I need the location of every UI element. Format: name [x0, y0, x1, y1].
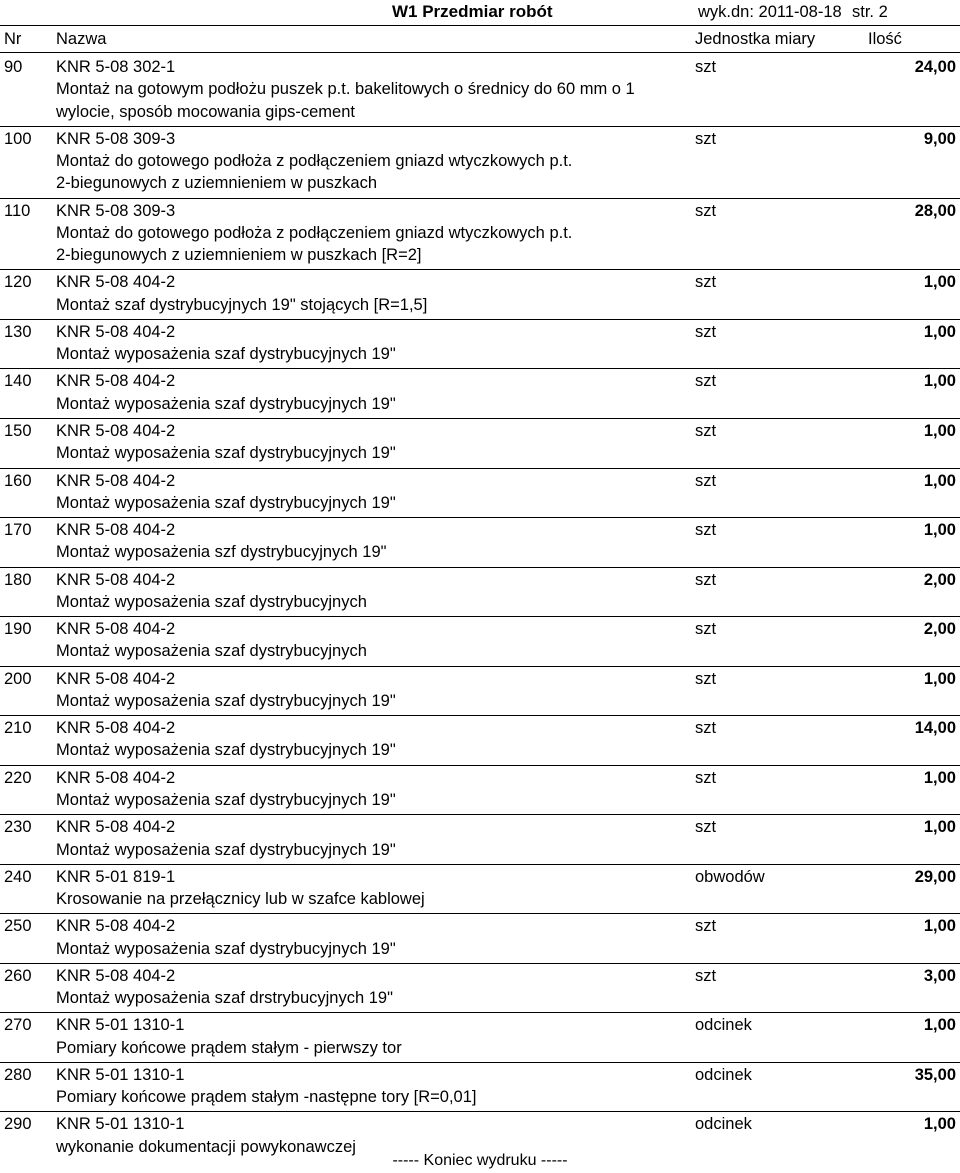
row-code: KNR 5-08 404-2 — [56, 521, 176, 540]
row-description — [56, 321, 688, 366]
row-number: 210 — [4, 719, 32, 738]
table-row — [0, 617, 960, 667]
row-quantity: 1,00 — [923, 471, 956, 490]
row-quantity: 1,00 — [923, 768, 956, 787]
table-row — [0, 518, 960, 568]
row-desc-line: Montaż do gotowego podłoża z podłączeniem gniazd wtyczkowych p.t. — [56, 152, 573, 171]
end-of-print: ----- Koniec wydruku ----- — [392, 1152, 568, 1169]
row-code: KNR 5-08 404-2 — [56, 818, 176, 837]
row-unit: odcinek — [695, 1065, 752, 1084]
row-number: 260 — [4, 966, 32, 985]
table-row — [0, 667, 960, 717]
table-row — [0, 1013, 960, 1063]
row-desc-line: wylocie, sposób mocowania gips-cement — [56, 102, 355, 121]
row-description — [56, 519, 688, 564]
row-number: 110 — [4, 201, 31, 220]
table-row — [0, 1063, 960, 1113]
row-unit: szt — [695, 818, 717, 837]
row-quantity: 1,00 — [923, 273, 956, 292]
table-row — [0, 716, 960, 766]
row-desc-line: Montaż wyposażenia szaf dystrybucyjnych 19" — [56, 840, 396, 859]
row-desc-line: Montaż wyposażenia szaf dystrybucyjnych 19" — [56, 741, 396, 760]
row-code: KNR 5-08 404-2 — [56, 669, 176, 688]
row-number: 140 — [4, 372, 32, 391]
row-unit: odcinek — [695, 1115, 752, 1134]
row-description — [56, 965, 688, 1010]
row-description — [56, 866, 688, 911]
row-desc-line: Montaż wyposażenia szaf drstrybucyjnych 19" — [56, 989, 393, 1008]
row-number: 270 — [4, 1016, 32, 1035]
row-desc-line: Montaż wyposażenia szaf dystrybucyjnych — [56, 592, 367, 611]
table-row — [0, 270, 960, 320]
table-row — [0, 55, 960, 127]
row-unit: odcinek — [695, 1016, 752, 1035]
row-number: 120 — [4, 273, 32, 292]
row-code: KNR 5-08 302-1 — [56, 58, 176, 76]
row-desc-line: Krosowanie na przełącznicy lub w szafce kablowej — [56, 890, 425, 909]
row-quantity: 14,00 — [914, 719, 956, 738]
row-desc-line: Montaż wyposażenia szaf dystrybucyjnych 19" — [56, 790, 396, 809]
row-quantity: 1,00 — [923, 1115, 956, 1134]
row-code: KNR 5-01 819-1 — [56, 867, 176, 886]
row-quantity: 2,00 — [923, 620, 956, 639]
table-row — [0, 766, 960, 816]
column-header-nr: Nr — [4, 30, 22, 48]
row-desc-line: Montaż wyposażenia szaf dystrybucyjnych 19" — [56, 345, 396, 364]
row-number: 180 — [4, 570, 32, 589]
row-number: 100 — [4, 129, 32, 148]
row-unit: szt — [695, 421, 717, 440]
row-description — [56, 1014, 688, 1059]
row-number: 150 — [4, 421, 32, 440]
row-number: 160 — [4, 471, 32, 490]
row-desc-line: Pomiary końcowe prądem stałym - pierwszy tor — [56, 1038, 402, 1057]
table-row — [0, 369, 960, 419]
row-quantity: 1,00 — [923, 818, 956, 837]
row-unit: szt — [695, 201, 717, 220]
row-unit: szt — [695, 521, 717, 540]
row-unit: szt — [695, 58, 717, 76]
row-desc-line: Montaż szaf dystrybucyjnych 19" stojących [R=1,5] — [56, 295, 428, 314]
row-code: KNR 5-08 404-2 — [56, 471, 176, 490]
page-header — [0, 0, 960, 26]
page-number: str. 2 — [852, 3, 888, 21]
row-unit: szt — [695, 372, 717, 391]
row-quantity: 35,00 — [914, 1065, 956, 1084]
row-desc-line: Montaż wyposażenia szf dystrybucyjnych 19" — [56, 543, 387, 562]
row-quantity: 1,00 — [923, 521, 956, 540]
table-row — [0, 469, 960, 519]
row-number: 190 — [4, 620, 32, 639]
items-table — [0, 55, 960, 1161]
column-header-unit: Jednostka miary — [695, 30, 816, 48]
row-unit: szt — [695, 768, 717, 787]
row-quantity: 9,00 — [923, 129, 956, 148]
row-desc-line: Montaż na gotowym podłożu puszek p.t. bakelitowych o średnicy do 60 mm o 1 — [56, 80, 635, 99]
column-header-qty: Ilość — [868, 30, 902, 48]
row-number: 280 — [4, 1065, 32, 1084]
table-row — [0, 964, 960, 1014]
row-number: 230 — [4, 818, 32, 837]
row-code: KNR 5-08 309-3 — [56, 201, 176, 220]
row-description — [56, 56, 688, 123]
row-description — [56, 618, 688, 663]
row-unit: szt — [695, 129, 717, 148]
row-code: KNR 5-01 1310-1 — [56, 1016, 185, 1035]
row-description — [56, 271, 688, 316]
row-unit: szt — [695, 471, 717, 490]
row-quantity: 2,00 — [923, 570, 956, 589]
row-quantity: 1,00 — [923, 669, 956, 688]
row-description — [56, 200, 688, 267]
row-code: KNR 5-08 404-2 — [56, 322, 176, 341]
row-description — [56, 128, 688, 195]
row-description — [56, 915, 688, 960]
row-code: KNR 5-08 404-2 — [56, 372, 176, 391]
row-number: 130 — [4, 322, 32, 341]
row-unit: obwodów — [695, 867, 765, 886]
column-header-name: Nazwa — [56, 30, 107, 48]
row-desc-line: Montaż wyposażenia szaf dystrybucyjnych 19" — [56, 394, 396, 413]
row-number: 290 — [4, 1115, 32, 1134]
row-unit: szt — [695, 669, 717, 688]
row-code: KNR 5-08 404-2 — [56, 917, 176, 936]
row-code: KNR 5-08 404-2 — [56, 966, 176, 985]
row-code: KNR 5-08 404-2 — [56, 719, 176, 738]
print-date: wyk.dn: 2011-08-18 — [698, 3, 842, 21]
row-desc-line: Montaż wyposażenia szaf dystrybucyjnych 19" — [56, 939, 396, 958]
row-unit: szt — [695, 917, 717, 936]
row-desc-line: Montaż wyposażenia szaf dystrybucyjnych 19" — [56, 691, 396, 710]
row-desc-line: Montaż wyposażenia szaf dystrybucyjnych 19" — [56, 493, 396, 512]
row-code: KNR 5-01 1310-1 — [56, 1115, 185, 1134]
document-title: W1 Przedmiar robót — [392, 2, 553, 21]
row-code: KNR 5-08 404-2 — [56, 620, 176, 639]
row-desc-line: 2-biegunowych z uziemnieniem w puszkach — [56, 174, 377, 193]
table-row — [0, 815, 960, 865]
row-quantity: 3,00 — [923, 966, 956, 985]
row-desc-line: Montaż wyposażenia szaf dystrybucyjnych — [56, 642, 367, 661]
row-number: 240 — [4, 867, 32, 886]
row-description — [56, 470, 688, 515]
row-description — [56, 569, 688, 614]
row-quantity: 1,00 — [923, 1016, 956, 1035]
row-desc-line: 2-biegunowych z uziemnieniem w puszkach [R=2] — [56, 246, 422, 265]
row-quantity: 1,00 — [923, 372, 956, 391]
row-unit: szt — [695, 322, 717, 341]
table-row — [0, 419, 960, 469]
table-row — [0, 914, 960, 964]
row-code: KNR 5-01 1310-1 — [56, 1065, 185, 1084]
row-description — [56, 370, 688, 415]
row-description — [56, 668, 688, 713]
row-description — [56, 1064, 688, 1109]
row-number: 90 — [4, 58, 23, 76]
table-row — [0, 320, 960, 370]
row-number: 220 — [4, 768, 32, 787]
row-code: KNR 5-08 404-2 — [56, 421, 176, 440]
row-unit: szt — [695, 273, 717, 292]
row-quantity: 1,00 — [923, 917, 956, 936]
table-row — [0, 127, 960, 199]
row-desc-line: wykonanie dokumentacji powykonawczej — [56, 1137, 356, 1156]
row-unit: szt — [695, 570, 717, 589]
row-desc-line: Pomiary końcowe prądem stałym -następne tory [R=0,01] — [56, 1088, 477, 1107]
row-code: KNR 5-08 309-3 — [56, 129, 176, 148]
table-row — [0, 568, 960, 618]
row-quantity: 1,00 — [923, 421, 956, 440]
row-number: 170 — [4, 521, 32, 540]
row-quantity: 28,00 — [914, 201, 956, 220]
row-unit: szt — [695, 620, 717, 639]
row-number: 200 — [4, 669, 32, 688]
row-description — [56, 717, 688, 762]
table-row — [0, 865, 960, 915]
row-number: 250 — [4, 917, 32, 936]
row-description — [56, 767, 688, 812]
row-unit: szt — [695, 719, 717, 738]
row-unit: szt — [695, 966, 717, 985]
row-quantity: 29,00 — [914, 867, 956, 886]
row-code: KNR 5-08 404-2 — [56, 768, 176, 787]
row-description — [56, 816, 688, 861]
row-description — [56, 420, 688, 465]
row-quantity: 1,00 — [923, 322, 956, 341]
row-desc-line: Montaż do gotowego podłoża z podłączeniem gniazd wtyczkowych p.t. — [56, 223, 573, 242]
table-row — [0, 199, 960, 271]
column-header-row — [0, 25, 960, 53]
row-code: KNR 5-08 404-2 — [56, 570, 176, 589]
row-desc-line: Montaż wyposażenia szaf dystrybucyjnych 19" — [56, 444, 396, 463]
row-quantity: 24,00 — [914, 58, 956, 76]
row-code: KNR 5-08 404-2 — [56, 273, 176, 292]
